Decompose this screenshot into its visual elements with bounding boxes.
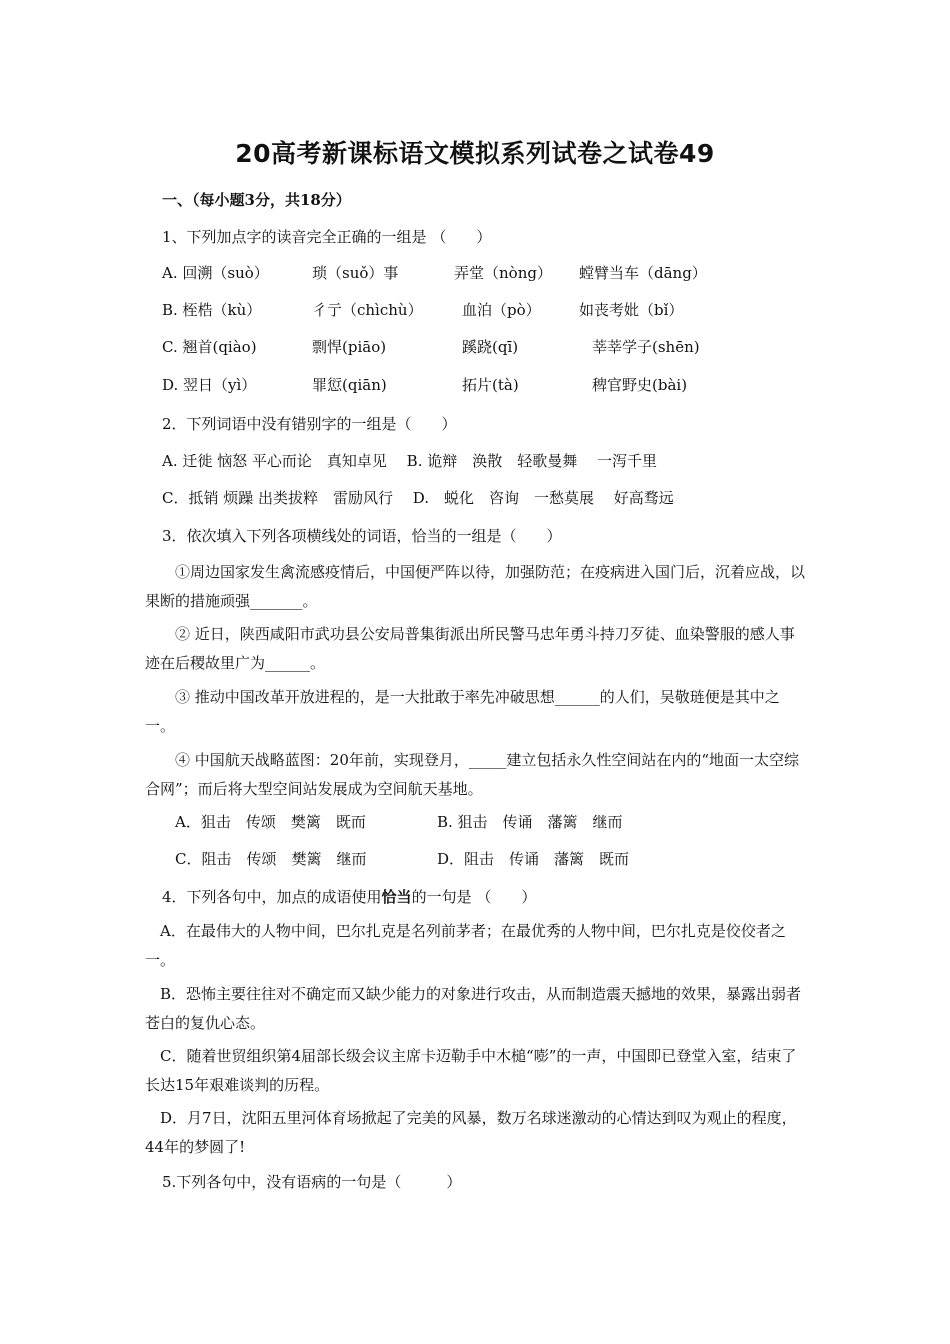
q3-item-3	[145, 683, 807, 741]
q1-d-4: 稗官野史(bài)	[592, 376, 688, 394]
q4-stem-post: 的一句是 （ ）	[411, 888, 537, 906]
q1-c-1: C. 翘首(qiào)	[162, 338, 257, 356]
q4-option-b-text: B．恐怖主要往往对不确定而又缺少能力的对象进行攻击，从而制造震天撼地的效果，暴露出弱者苍白的复仇心态。	[145, 985, 802, 1032]
q2-options-ab: A. 迁徙 恼怒 平心而论 真知卓见 B. 诡辩 涣散 轻歌曼舞 一泻千里	[162, 452, 658, 470]
q1-c-3: 蹊跷(qī)	[462, 338, 519, 356]
q1-d-1: D. 翌日（yì）	[162, 376, 257, 394]
q1-b-3: 血泊（pò）	[462, 301, 541, 319]
q4-stem-emphasis: 恰当	[381, 888, 412, 906]
q1-row-b	[162, 300, 683, 320]
q3-options-cd	[175, 849, 629, 869]
section-heading: 一、（每小题3分，共18分）	[162, 191, 351, 209]
q2-options-cd: C．抵销 烦躁 出类拔粹 雷励风行 D. 蜕化 咨询 一愁莫展 好高骛远	[162, 489, 674, 507]
q3-item-2	[145, 620, 807, 678]
q3-item-3-text: ③ 推动中国改革开放进程的，是一大批敢于率先冲破思想______的人们，吴敬琏便是其中之一。	[145, 688, 780, 735]
q1-a-3: 弄堂（nòng）	[454, 264, 552, 282]
q1-b-4: 如丧考妣（bǐ）	[579, 301, 684, 319]
q3-item-2-text: ② 近日，陕西咸阳市武功县公安局普集街派出所民警马忠年勇斗持刀歹徒、血染警服的感人事迹在后稷故里广为______。	[145, 625, 795, 672]
q1-d-3: 拓片(tà)	[462, 376, 519, 394]
q3-item-4	[145, 746, 807, 804]
question-3-stem: 3．依次填入下列各项横线处的词语，恰当的一组是（ ）	[162, 527, 562, 545]
q1-a-2: 琐（suǒ）事	[312, 264, 399, 282]
q1-b-1: B. 桎梏（kù）	[162, 301, 262, 319]
q1-c-2: 剽悍(piāo)	[312, 338, 387, 356]
q4-option-b	[145, 980, 807, 1038]
question-2-stem: 2．下列词语中没有错别字的一组是（ ）	[162, 415, 457, 433]
q4-option-d-text: D．月7日，沈阳五里河体育场掀起了完美的风暴，数万名球迷激动的心情达到叹为观止的程度，44年的梦圆了!	[145, 1109, 797, 1156]
q1-a-4: 螳臂当车（dāng）	[579, 264, 707, 282]
q3-option-b: B. 狙击 传诵 藩篱 继而	[437, 813, 623, 831]
q4-option-c	[145, 1042, 807, 1100]
q4-option-a	[145, 917, 807, 975]
question-4-stem	[162, 887, 536, 907]
q1-row-c	[162, 337, 700, 357]
q1-d-2: 罪愆(qiān)	[312, 376, 387, 394]
q3-option-d: D．阻击 传诵 藩篱 既而	[437, 850, 630, 868]
q4-stem-pre: 4．下列各句中，加点的成语使用	[162, 888, 382, 906]
q3-option-c: C．阻击 传颂 樊篱 继而	[175, 850, 367, 868]
q3-option-a: A．狙击 传颂 樊篱 既而	[175, 813, 366, 831]
q3-item-4-text: ④ 中国航天战略蓝图：20年前，实现登月，_____建立包括永久性空间站在内的“地面一太空综合网”；而后将大型空间站发展成为空间航天基地。	[145, 751, 800, 798]
q3-item-1-text: ①周边国家发生禽流感疫情后，中国便严阵以待，加强防范；在疫病进入国门后，沉着应战，以果断的措施顽强_______。	[145, 563, 806, 610]
q1-b-2: 彳亍（chìchù）	[312, 301, 423, 319]
q1-row-d	[162, 375, 687, 395]
q1-a-1: A. 回溯（suò）	[162, 264, 269, 282]
question-5-stem: 5.下列各句中，没有语病的一句是（ ）	[162, 1173, 462, 1191]
q3-options-ab	[175, 812, 623, 832]
q4-option-d	[145, 1104, 807, 1162]
q1-row-a	[162, 263, 707, 283]
question-1-stem: 1、下列加点字的读音完全正确的一组是 （ ）	[162, 228, 492, 246]
q4-option-a-text: A．在最伟大的人物中间，巴尔扎克是名列前茅者；在最优秀的人物中间，巴尔扎克是佼佼者之一。	[145, 922, 786, 969]
q3-item-1	[145, 558, 807, 616]
page-title: 20高考新课标语文模拟系列试卷之试卷49	[235, 139, 715, 168]
q1-c-4: 莘莘学子(shēn)	[592, 338, 700, 356]
q4-option-c-text: C．随着世贸组织第4届部长级会议主席卡迈勒手中木槌“嘭”的一声，中国即已登堂入室，结束了长达15年艰难谈判的历程。	[145, 1047, 797, 1094]
